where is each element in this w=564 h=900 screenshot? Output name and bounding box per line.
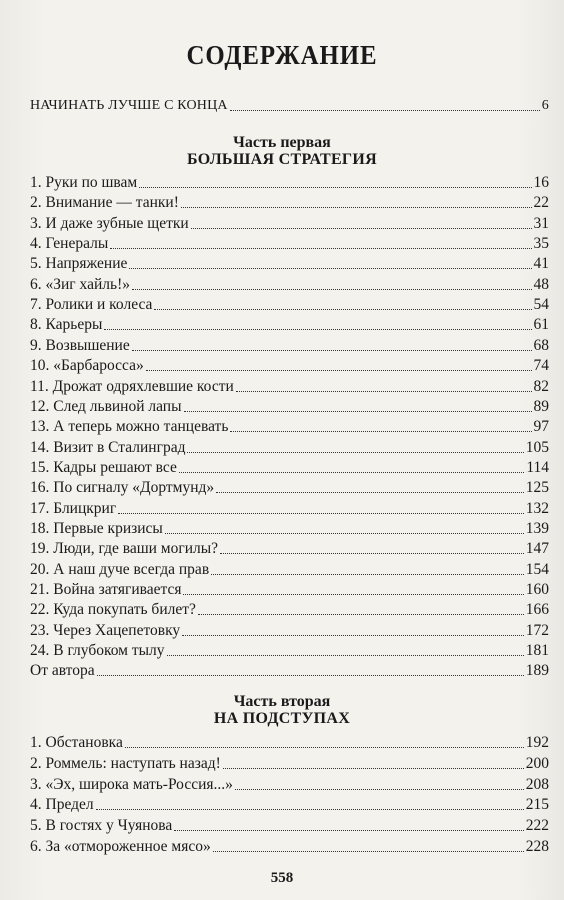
toc-entry [30, 838, 549, 856]
toc-entry-title: 8. Карьеры [30, 316, 103, 334]
toc-entry-page: 61 [533, 316, 549, 334]
leader-dots [146, 370, 532, 371]
toc-entry [30, 662, 549, 680]
toc-entry [30, 194, 549, 212]
leader-dots [230, 110, 540, 111]
leader-dots [118, 513, 524, 514]
leader-dots [132, 350, 532, 351]
toc-entry [30, 215, 549, 233]
toc-entry-page: 222 [525, 817, 549, 835]
toc-entry-page: 6 [541, 98, 549, 113]
leader-dots [235, 789, 524, 790]
leader-dots [97, 675, 524, 676]
toc-entry-title: 14. Визит в Сталинград [30, 438, 186, 456]
toc-entry-page: 22 [533, 194, 549, 212]
toc-entry [30, 459, 549, 477]
toc-entry-page: 160 [525, 581, 549, 598]
toc-entry-page: 181 [525, 642, 549, 660]
toc-entry [30, 235, 549, 253]
part2-label: Часть вторая [233, 693, 331, 710]
leader-dots [184, 411, 532, 412]
leader-dots [230, 431, 531, 432]
leader-dots [110, 248, 531, 249]
toc-entry [30, 418, 549, 436]
toc-intro-entry [30, 97, 549, 115]
toc-entry [30, 276, 549, 294]
toc-entry [30, 796, 549, 814]
toc-entry-title: 4. Генералы [30, 235, 109, 253]
toc-entry-title: 20. А наш дуче всегда прав [30, 560, 210, 578]
leader-dots [223, 768, 524, 769]
toc-entry [30, 581, 549, 599]
leader-dots [191, 228, 532, 229]
toc-entry [30, 500, 549, 518]
toc-entry-title: 3. «Эх, широка мать-Россия...» [30, 775, 233, 793]
toc-entry-title: 15. Кадры решают все [30, 458, 177, 476]
toc-entry [30, 601, 549, 619]
toc-entry-page: 97 [533, 418, 549, 436]
toc-entry-title: 19. Люди, где ваши могилы? [30, 540, 219, 558]
toc-entry-title: НАЧИНАТЬ ЛУЧШЕ С КОНЦА [30, 98, 228, 113]
toc-entry [30, 817, 549, 835]
toc-entry-page: 208 [525, 775, 549, 793]
toc-entry-title: 23. Через Хацепетовку [30, 621, 181, 639]
toc-entry-page: 48 [533, 275, 549, 293]
part1-name: БОЛЬШАЯ СТРАТЕГИЯ [186, 151, 378, 168]
toc-entry [30, 357, 549, 375]
toc-entry-title: 2. Роммель: наступать назад! [30, 754, 221, 772]
toc-entry-page: 105 [525, 438, 549, 456]
page-number: 558 [270, 870, 294, 886]
toc-entry-page: 215 [525, 796, 549, 814]
part1-label: Часть первая [233, 134, 331, 151]
leader-dots [236, 391, 532, 392]
toc-entry [30, 398, 549, 416]
leader-dots [167, 655, 524, 656]
toc-entry [30, 642, 549, 660]
toc-entry [30, 561, 549, 579]
toc-entry-page: 228 [525, 838, 549, 855]
toc-entry [30, 622, 549, 640]
toc-entry-title: 6. За «отмороженное мясо» [30, 838, 211, 855]
toc-entry [30, 255, 549, 273]
toc-entry-title: 11. Дрожат одряхлевшие кости [30, 377, 234, 395]
toc-entry-page: 74 [533, 357, 549, 375]
toc-entry-page: 132 [525, 499, 549, 517]
toc-entry-page: 200 [525, 754, 549, 772]
toc-entry-title: 12. След львиной лапы [30, 397, 182, 415]
toc-entry-title: 5. В гостях у Чуянова [30, 817, 173, 835]
toc-entry [30, 776, 549, 794]
leader-dots [198, 614, 524, 615]
leader-dots [181, 207, 532, 208]
part2-name: НА ПОДСТУПАХ [213, 710, 351, 727]
leader-dots [182, 635, 524, 636]
leader-dots [129, 268, 531, 269]
toc-entry-title: 9. Возвышение [30, 336, 130, 354]
toc-entry [30, 755, 549, 773]
toc-entry [30, 174, 549, 192]
toc-entry-title: 4. Предел [30, 796, 94, 814]
toc-entry-page: 114 [526, 458, 549, 476]
leader-dots [96, 809, 524, 810]
toc-entry-page: 166 [525, 601, 549, 619]
toc-entry-page: 82 [533, 377, 549, 395]
toc-entry-title: 18. Первые кризисы [30, 519, 163, 537]
toc-entry-page: 35 [533, 235, 549, 253]
leader-dots [154, 309, 531, 310]
toc-entry-page: 125 [525, 479, 549, 497]
toc-entry-title: 2. Внимание — танки! [30, 194, 179, 212]
toc-entry-title: 1. Обстановка [30, 734, 123, 751]
toc-entry-title: 1. Руки по швам [30, 174, 138, 191]
toc-entry-title: 21. Война затягивается [30, 581, 182, 598]
leader-dots [132, 289, 532, 290]
toc-entry-page: 16 [533, 174, 549, 191]
toc-entry-page: 31 [533, 214, 549, 232]
leader-dots [165, 533, 524, 534]
toc-entry-page: 41 [533, 255, 549, 273]
toc-entry [30, 316, 549, 334]
toc-entry-title: 5. Напряжение [30, 255, 128, 273]
toc-entry [30, 520, 549, 538]
leader-dots [139, 187, 531, 188]
leader-dots [213, 851, 524, 852]
toc-entry [30, 479, 549, 497]
toc-entry-title: 16. По сигналу «Дортмунд» [30, 479, 215, 497]
toc-entry-page: 147 [525, 540, 549, 558]
toc-entry [30, 296, 549, 314]
leader-dots [104, 329, 531, 330]
toc-entry-title: 17. Блицкриг [30, 499, 117, 517]
leader-dots [125, 747, 524, 748]
toc-entry [30, 439, 549, 457]
leader-dots [183, 594, 523, 595]
toc-entry-page: 192 [525, 734, 549, 751]
leader-dots [179, 472, 524, 473]
toc-entry-title: 13. А теперь можно танцевать [30, 418, 229, 436]
leader-dots [220, 553, 524, 554]
toc-entry [30, 337, 549, 355]
toc-entry-page: 54 [533, 296, 549, 314]
toc-entry-title: 10. «Барбаросса» [30, 357, 144, 375]
leader-dots [187, 452, 523, 453]
toc-entry-title: 24. В глубоком тылу [30, 642, 165, 660]
toc-entry-title: 22. Куда покупать билет? [30, 601, 196, 619]
toc-entry [30, 734, 549, 752]
leader-dots [174, 830, 523, 831]
toc-entry-page: 189 [525, 662, 549, 680]
toc-entry [30, 540, 549, 558]
toc-entry-page: 68 [533, 336, 549, 354]
toc-entry-page: 139 [525, 519, 549, 537]
toc-entry-title: От автора [30, 662, 95, 680]
toc-entry-title: 6. «Зиг хайль!» [30, 275, 130, 293]
leader-dots [216, 492, 524, 493]
toc-entry-title: 7. Ролики и колеса [30, 296, 153, 314]
toc-entry [30, 378, 549, 396]
toc-entry-title: 3. И даже зубные щетки [30, 214, 189, 232]
toc-entry-page: 172 [525, 621, 549, 639]
toc-entry-page: 89 [533, 397, 549, 415]
page-title: СОДЕРЖАНИЕ [186, 40, 378, 70]
toc-entry-page: 154 [525, 560, 549, 578]
leader-dots [211, 574, 524, 575]
